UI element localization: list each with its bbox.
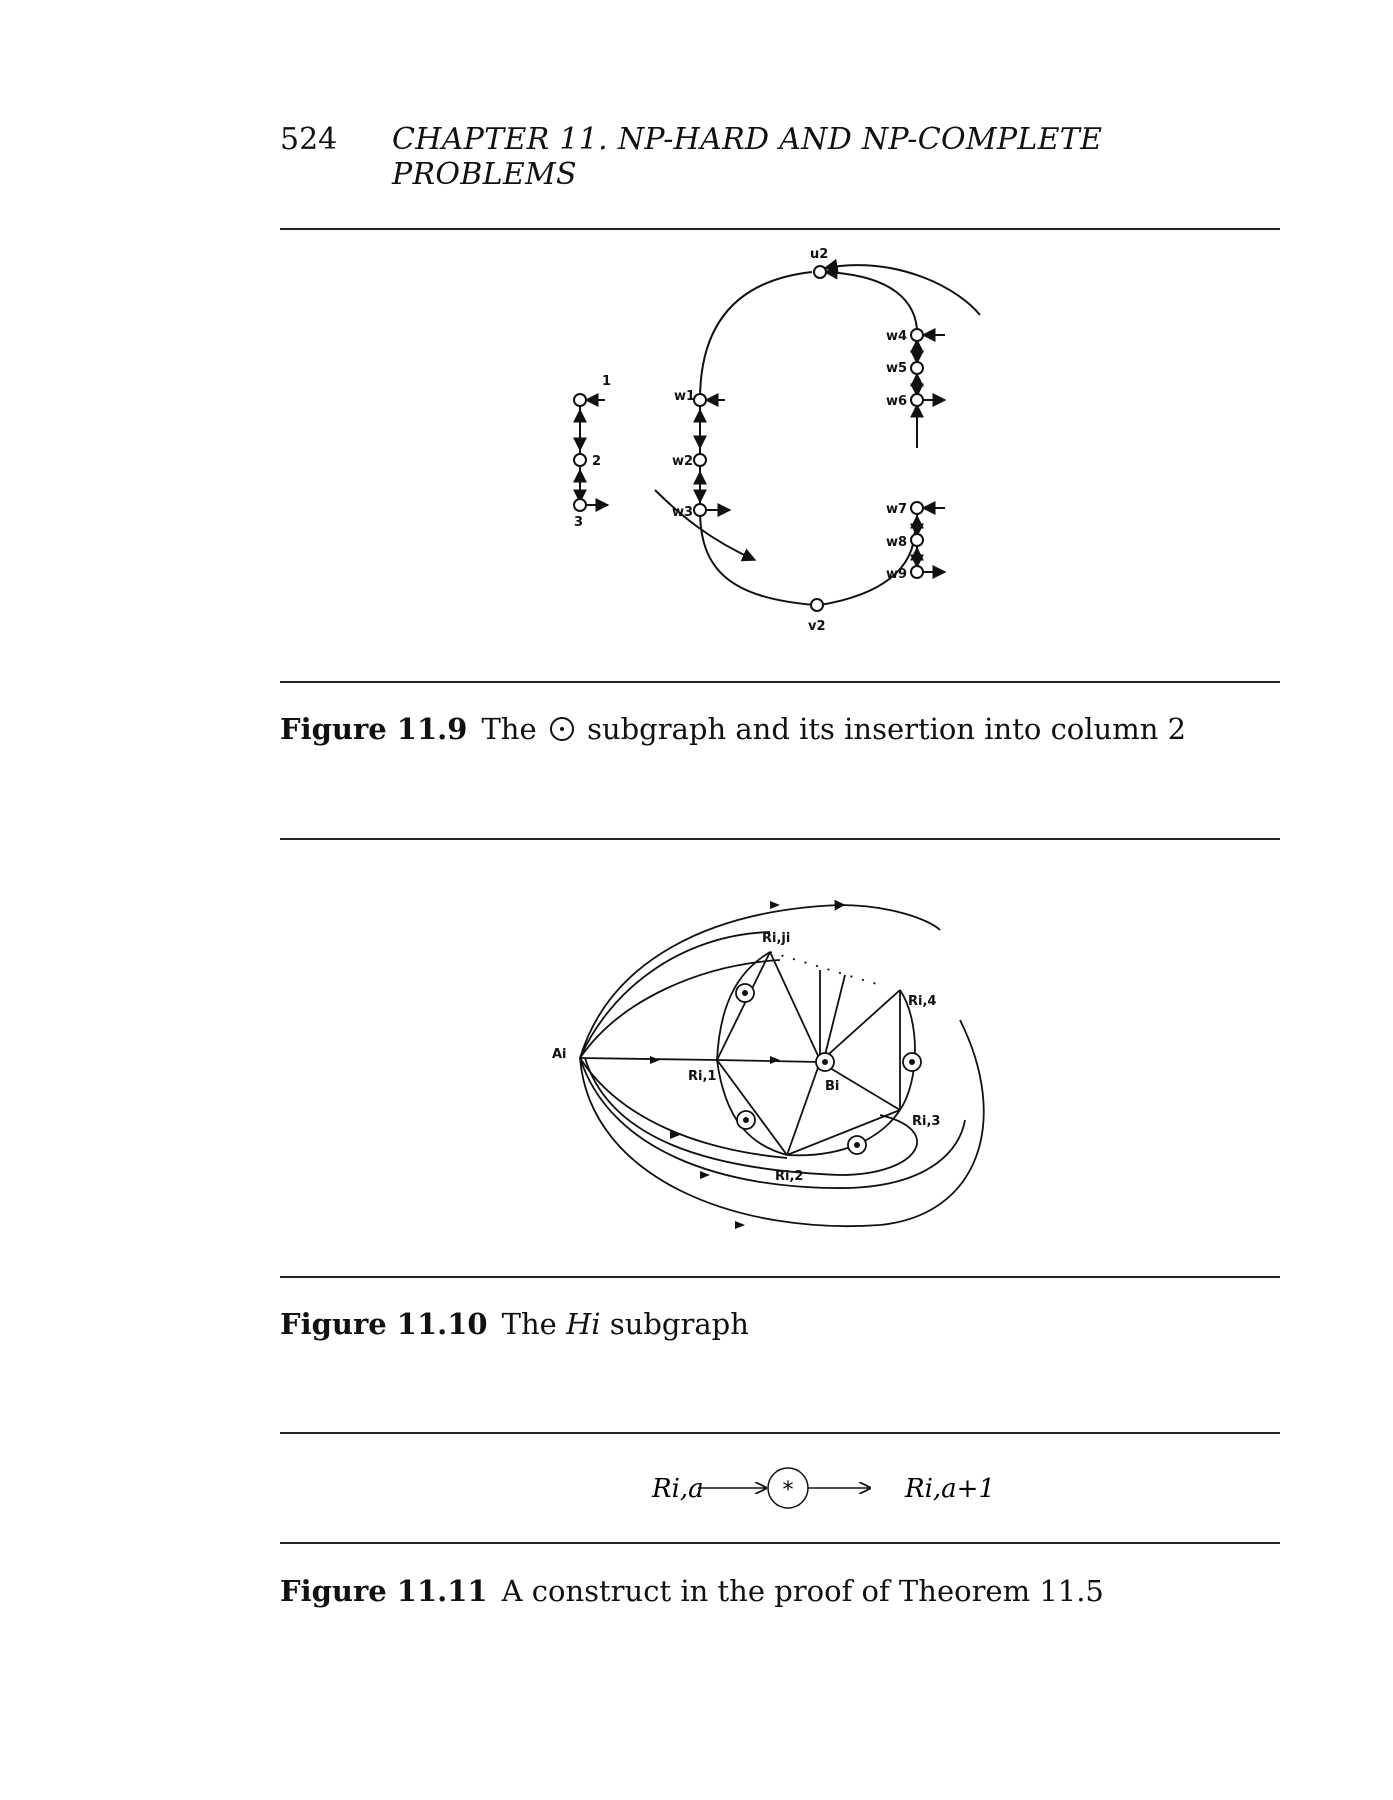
chapter-title: CHAPTER 11. NP-HARD AND NP-COMPLETE PROBLEMS <box>392 122 1103 192</box>
edge-w3-v2 <box>700 510 815 605</box>
label-w2: w2 <box>672 454 694 469</box>
node-3 <box>574 499 586 511</box>
caption-text-fig10-b: subgraph <box>609 1307 749 1341</box>
node-w2 <box>694 454 706 466</box>
rule-top-fig10 <box>280 838 1280 840</box>
caption-text-fig10-a: The <box>501 1307 557 1341</box>
edge-ext-v2 <box>655 490 755 560</box>
label-Ri4: Ri,4 <box>908 994 937 1009</box>
label-Ri3: Ri,3 <box>912 1114 941 1129</box>
figure-11-10 <box>280 890 1280 1250</box>
caption-text-fig9-a: The <box>481 712 537 746</box>
caption-text-fig9-b: subgraph and its insertion into column 2 <box>587 712 1187 746</box>
node-w3 <box>694 504 706 516</box>
node-w1 <box>694 394 706 406</box>
label-2: 2 <box>592 454 602 469</box>
label-Bi: Bi <box>825 1079 840 1094</box>
caption-math-Hi: Hi <box>566 1307 601 1341</box>
label-w5: w5 <box>886 361 908 376</box>
label-3: 3 <box>574 515 584 530</box>
label-w1: w1 <box>674 389 696 404</box>
caption-label-fig9: Figure 11.9 <box>280 712 468 746</box>
page-number: 524 <box>280 122 338 157</box>
edge-u2-ext <box>825 265 980 315</box>
rule-top-fig9 <box>280 228 1280 230</box>
label-v2: v2 <box>808 619 826 634</box>
figure-11-11 <box>280 1455 1280 1535</box>
fig11-left-label: Ri,a <box>652 1474 704 1504</box>
label-1: 1 <box>602 374 612 389</box>
caption-label-fig10: Figure 11.10 <box>280 1307 488 1341</box>
caption-fig9 <box>280 712 1186 746</box>
label-w3: w3 <box>672 505 694 520</box>
fig11-right-label: Ri,a+1 <box>905 1474 995 1504</box>
node-w9 <box>911 566 923 578</box>
edge-u2-w1 <box>700 272 812 400</box>
figure-11-9 <box>280 247 1280 660</box>
label-w8: w8 <box>886 535 908 550</box>
node-w7 <box>911 502 923 514</box>
odot-icon <box>550 717 574 741</box>
node-v2 <box>811 599 823 611</box>
rule-bottom-fig10 <box>280 1276 1280 1278</box>
node-w8 <box>911 534 923 546</box>
caption-fig10 <box>280 1307 749 1341</box>
rule-top-fig11 <box>280 1432 1280 1434</box>
node-1 <box>574 394 586 406</box>
caption-fig11 <box>280 1574 1104 1608</box>
rule-bottom-fig11 <box>280 1542 1280 1544</box>
fig11-star: * <box>782 1478 794 1503</box>
label-Riji: Ri,ji <box>762 931 791 946</box>
label-Ri1: Ri,1 <box>688 1069 717 1084</box>
label-w7: w7 <box>886 502 908 517</box>
label-w6: w6 <box>886 394 908 409</box>
node-u2 <box>814 266 826 278</box>
label-w9: w9 <box>886 567 908 582</box>
caption-label-fig11: Figure 11.11 <box>280 1574 488 1608</box>
running-header <box>280 122 1280 192</box>
label-u2: u2 <box>810 247 829 262</box>
caption-text-fig11: A construct in the proof of Theorem 11.5 <box>501 1574 1104 1608</box>
node-w5 <box>911 362 923 374</box>
label-Ri2: Ri,2 <box>775 1169 804 1184</box>
node-2 <box>574 454 586 466</box>
label-w4: w4 <box>886 329 908 344</box>
node-w6 <box>911 394 923 406</box>
rule-bottom-fig9 <box>280 681 1280 683</box>
label-Ai: Ai <box>552 1047 567 1062</box>
node-w4 <box>911 329 923 341</box>
